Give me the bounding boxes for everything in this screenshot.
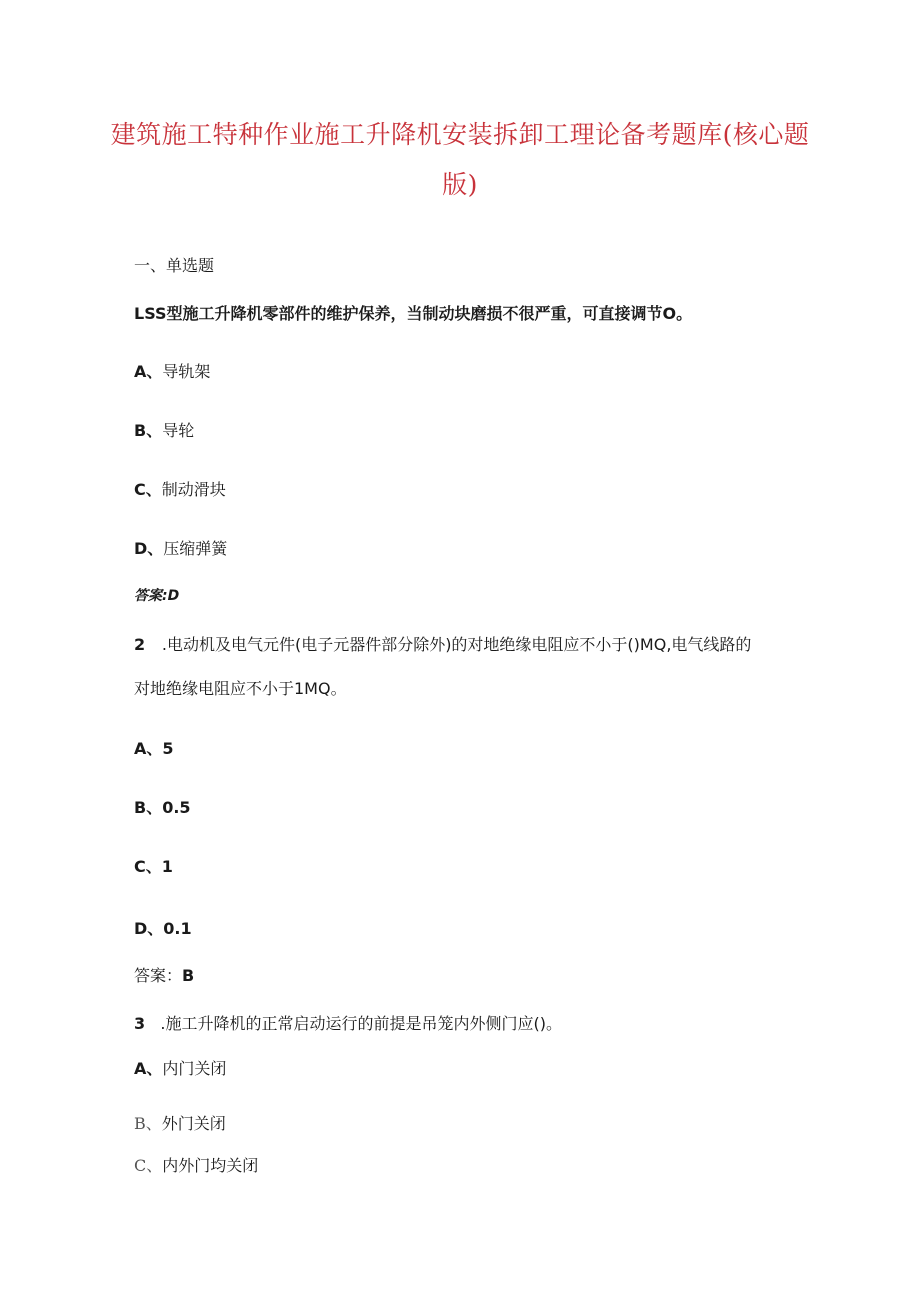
option-letter: B、 xyxy=(134,798,163,817)
option-text: 内门关闭 xyxy=(162,1059,227,1078)
option-letter: C、 xyxy=(134,857,162,876)
title-line-1: 建筑施工特种作业施工升降机安装拆卸工理论备考题库(核心题 xyxy=(110,120,810,149)
option-letter: A、 xyxy=(134,362,163,381)
document-title xyxy=(110,110,810,210)
answer-label: 答案: xyxy=(134,588,168,604)
question-1-option-c xyxy=(134,477,226,500)
question-2-option-a xyxy=(134,736,174,759)
question-3-text-line-1: .施工升降机的正常启动运行的前提是吊笼内外侧门应()。 xyxy=(160,1014,562,1033)
question-3-option-c xyxy=(134,1153,258,1176)
question-1-answer xyxy=(134,585,179,605)
option-text: 0.5 xyxy=(162,798,191,817)
question-number: 3 xyxy=(134,1014,146,1033)
option-letter: D、 xyxy=(134,539,164,558)
option-text: 5 xyxy=(162,739,174,758)
option-text: 压缩弹簧 xyxy=(163,539,228,558)
option-letter: B、 xyxy=(134,421,163,440)
question-1-option-b xyxy=(134,418,194,441)
option-text: 制动滑块 xyxy=(161,480,226,499)
option-letter: D、 xyxy=(134,919,164,938)
section-heading: 一、单选题 xyxy=(134,256,215,275)
question-2-text-line-2: 对地绝缘电阻应不小于1MQ。 xyxy=(134,679,347,698)
question-2-option-c xyxy=(134,854,173,877)
option-text: 0.1 xyxy=(163,919,192,938)
question-3-option-b xyxy=(134,1111,226,1134)
question-1-text: LSS型施工升降机零部件的维护保养，当制动块磨损不很严重，可直接调节O。 xyxy=(134,304,693,323)
option-text: 外门关闭 xyxy=(161,1114,226,1133)
question-1-option-a xyxy=(134,359,210,382)
title-line-2: 版) xyxy=(442,170,478,199)
question-number: 2 xyxy=(134,635,146,654)
option-letter: A、 xyxy=(134,1059,163,1078)
option-letter: C、 xyxy=(134,1156,163,1175)
question-2-answer xyxy=(134,963,194,986)
option-text: 1 xyxy=(161,857,173,876)
option-letter: A、 xyxy=(134,739,163,758)
option-text: 导轨架 xyxy=(162,362,211,381)
question-2-text xyxy=(134,632,751,655)
answer-value: D xyxy=(167,588,180,604)
question-3-option-a xyxy=(134,1056,226,1079)
question-2-option-b xyxy=(134,795,191,818)
option-text: 内外门均关闭 xyxy=(162,1156,259,1175)
answer-label: 答案： xyxy=(134,966,183,985)
option-letter: C、 xyxy=(134,480,162,499)
question-3-text xyxy=(134,1011,562,1034)
answer-value: B xyxy=(182,966,195,985)
question-1-option-d xyxy=(134,536,227,559)
question-2-text-line-1: .电动机及电气元件(电子元器件部分除外)的对地绝缘电阻应不小于()MQ,电气线路的 xyxy=(161,635,752,654)
option-letter: B、 xyxy=(134,1114,162,1133)
option-text: 导轮 xyxy=(162,421,195,440)
question-2-option-d xyxy=(134,916,192,939)
